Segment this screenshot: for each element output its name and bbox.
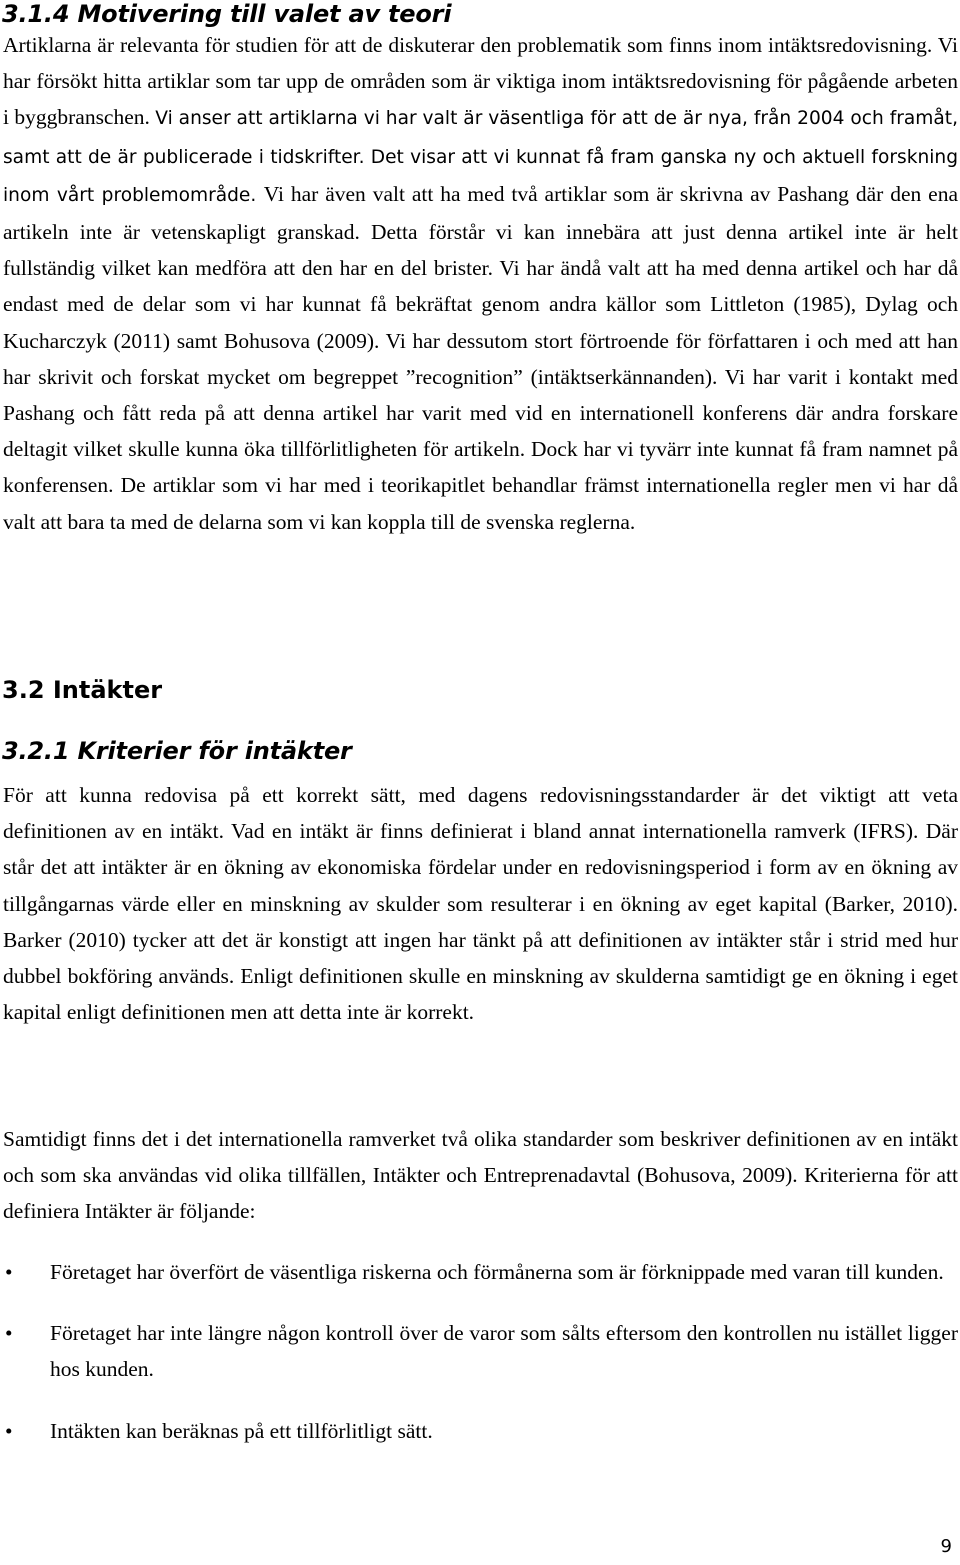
paragraph-segment: Artiklarna är relevanta för studien för att de diskuterar den problematik som finns inom intäktsredovisning. Vi har försökt hitta artiklar som tar upp de områden som är viktiga inom intäktsredovisning för pågående arbeten i byggbranschen. <box>3 33 958 130</box>
section-heading-motivering: 3.1.4 Motivering till valet av teori <box>2 0 452 28</box>
page-number: 9 <box>940 1536 952 1557</box>
paragraph-kriterier-definition: För att kunna redovisa på ett korrekt sätt, med dagens redovisningsstandarder är det viktigt att veta definitionen av en intäkt. Vad en intäkt är finns definierat i bland annat internationella ramverk (IFRS). Där står det att intäkter är en ökning av ekonomiska fördelar under en redovisningsperiod i form av en ökning av tillgångarnas värde eller en minskning av skulder som resulterar i en ökning av eget kapital (Barker, 2010). Barker (2010) tycker att det är konstigt att ingen har tänkt på att definitionen av intäkter står i strid med hur dubbel bokföring används. Enligt definitionen skulle en minskning av skulderna samtidigt ge en ökning i eget kapital enligt definitionen men att detta inte är korrekt. <box>3 783 958 1025</box>
list-item-text: Företaget har inte längre någon kontroll över de varor som sålts eftersom den kontrollen nu istället ligger hos kunden. <box>50 1321 958 1382</box>
list-item <box>0 1254 958 1290</box>
bullet-icon: • <box>5 1321 13 1346</box>
section-heading-intakter: 3.2 Intäkter <box>2 676 163 704</box>
list-item <box>0 1413 958 1449</box>
section-heading-kriterier: 3.2.1 Kriterier för intäkter <box>2 737 352 765</box>
criteria-list <box>0 1254 958 1474</box>
paragraph-motivering <box>3 27 958 540</box>
list-item <box>0 1315 958 1387</box>
bullet-icon: • <box>5 1418 13 1443</box>
paragraph-segment: Vi anser att artiklarna vi har valt är väsentliga för att de är nya, från 2004 och framåt, samt att de är publicerade i tidskrifter. Det visar att vi kunnat få fram ganska ny och aktuell forskning inom vårt problemområde. <box>3 108 958 206</box>
paragraph-segment: Vi har även valt att ha med två artiklar som är skrivna av Pashang där den ena artikeln inte är vetenskapligt granskad. Detta förstår vi kan innebära att just denna artikel inte är helt fullständig vilket kan medföra att den har en del brister. Vi har ändå valt att ha med denna artikel och har då endast med de delar som vi har kunnat få bekräftat genom andra källor som Littleton (1985), Dylag och Kucharczyk (2011) samt Bohusova (2009). Vi har dessutom stort förtroende för författaren i och med att han har skrivit och forskat mycket om begreppet ”recognition” (intäktserkännanden). Vi har varit i kontakt med Pashang och fått reda på att denna artikel har varit med vid en internationell konferens där andra forskare deltagit vilket skulle kunna öka tillförlitligheten för artikeln. Dock har vi tyvärr inte kunnat få fram namnet på konferensen. De artiklar som vi har med i teorikapitlet behandlar främst internationella regler men vi har då valt att bara ta med de delarna som vi kan koppla till de svenska reglerna. <box>3 181 958 534</box>
list-item-text: Företaget har överfört de väsentliga riskerna och förmånerna som är förknippade med varan till kunden. <box>50 1260 944 1284</box>
bullet-icon: • <box>5 1260 13 1284</box>
list-item-text: Intäkten kan beräknas på ett tillförlitligt sätt. <box>50 1418 433 1443</box>
paragraph-kriterier-standarder: Samtidigt finns det i det internationella ramverket två olika standarder som beskriver definitionen av en intäkt och som ska användas vid olika tillfällen, Intäkter och Entreprenadavtal (Bohusova, 2009). Kriterierna för att definiera Intäkter är följande: <box>3 1127 958 1224</box>
